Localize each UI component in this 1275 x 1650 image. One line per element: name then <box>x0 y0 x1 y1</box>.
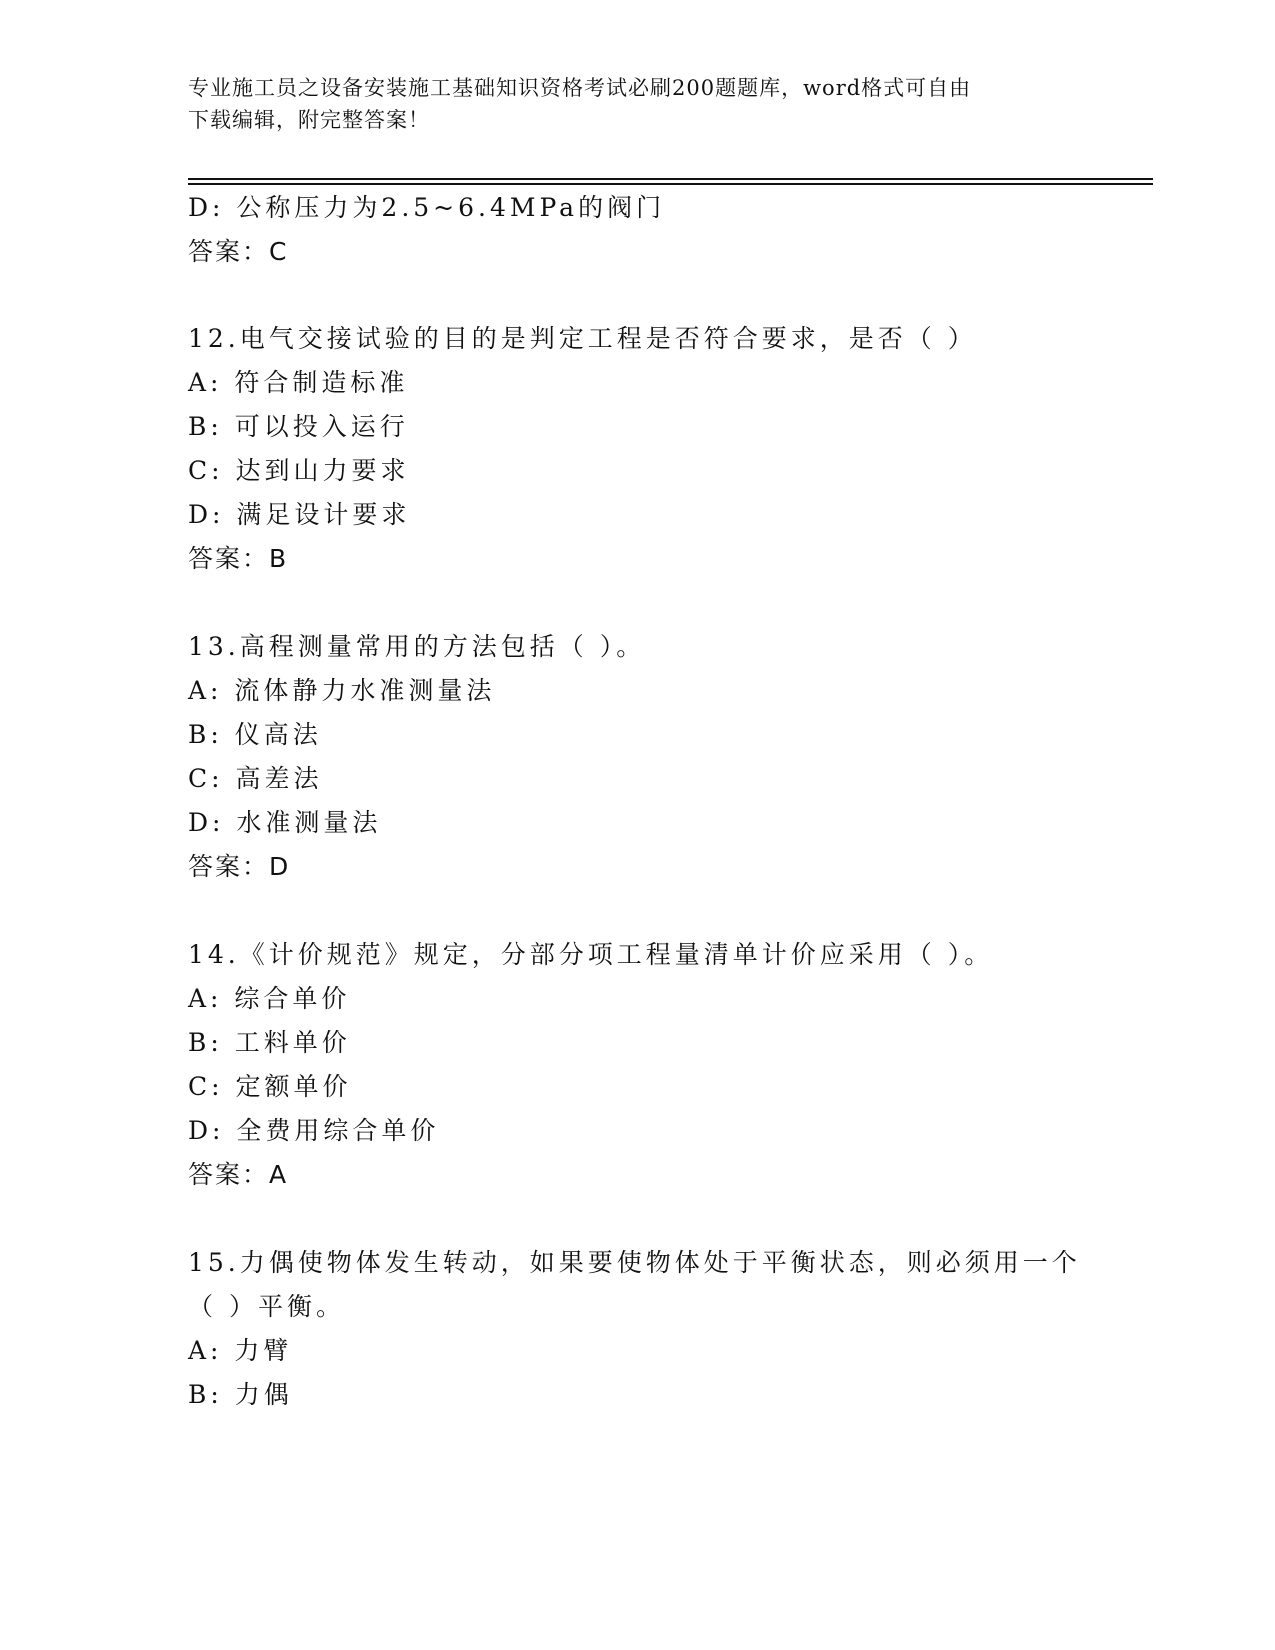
q13-option-d: D: 水准测量法 <box>188 808 382 837</box>
q12-option-d: D: 满足设计要求 <box>188 500 411 529</box>
q12-option-c: C: 达到山力要求 <box>188 456 410 485</box>
q14-option-c: C: 定额单价 <box>188 1072 352 1101</box>
document-header <box>188 72 1088 136</box>
q15-question-line-2: （ ）平衡。 <box>188 1292 345 1321</box>
q11-answer: 答案：C <box>188 237 289 266</box>
q12-option-b: B: 可以投入运行 <box>188 412 409 441</box>
q13-option-b: B: 仪高法 <box>188 720 322 749</box>
header-divider-bottom <box>188 183 1153 185</box>
q12-question: 12.电气交接试验的目的是判定工程是否符合要求，是否（ ） <box>188 324 977 353</box>
q13-question: 13.高程测量常用的方法包括（ ）。 <box>188 632 646 661</box>
q14-answer: 答案：A <box>188 1160 289 1189</box>
q14-option-b: B: 工料单价 <box>188 1028 351 1057</box>
q15-question-line-1: 15.力偶使物体发生转动，如果要使物体处于平衡状态，则必须用一个 <box>188 1248 1081 1277</box>
header-title-line-1: 专业施工员之设备安装施工基础知识资格考试必刷200题题库，word格式可自由 <box>188 76 972 100</box>
q12-option-a: A: 符合制造标准 <box>188 368 409 397</box>
q14-question: 14.《计价规范》规定，分部分项工程量清单计价应采用（ ）。 <box>188 940 994 969</box>
q13-option-a: A: 流体静力水准测量法 <box>188 676 496 705</box>
q13-answer: 答案：D <box>188 852 291 881</box>
q15-option-b: B: 力偶 <box>188 1380 293 1409</box>
q15-option-a: A: 力臂 <box>188 1336 293 1365</box>
header-title-line-2: 下载编辑，附完整答案！ <box>188 108 430 132</box>
q14-option-d: D: 全费用综合单价 <box>188 1116 440 1145</box>
header-divider-top <box>188 178 1153 180</box>
q12-answer: 答案：B <box>188 544 289 573</box>
q14-option-a: A: 综合单价 <box>188 984 351 1013</box>
q11-option-d: D: 公称压力为2.5~6.4MPa的阀门 <box>188 193 666 222</box>
q13-option-c: C: 高差法 <box>188 764 323 793</box>
